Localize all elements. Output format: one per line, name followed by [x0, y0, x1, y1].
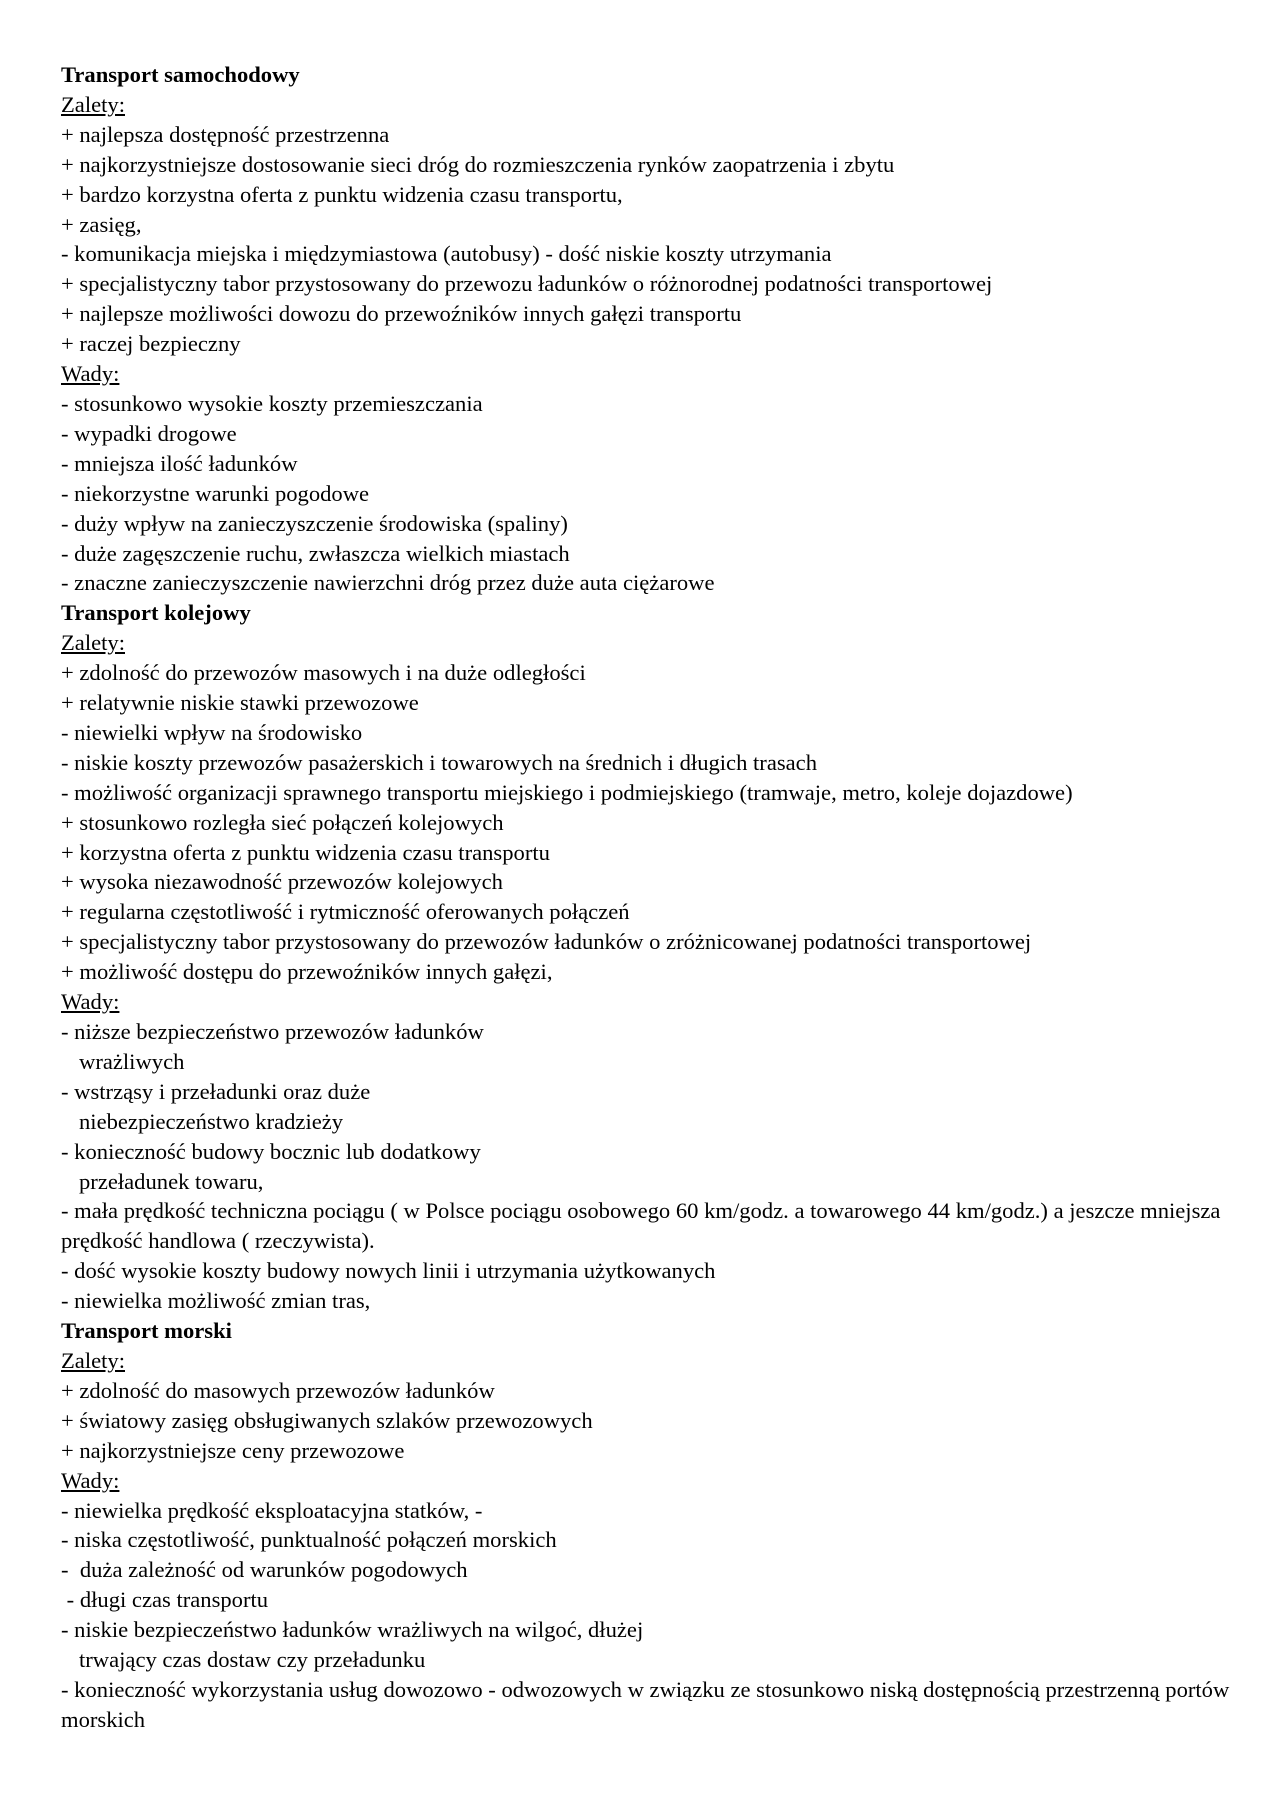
list-item: + zdolność do masowych przewozów ładunków: [61, 1377, 495, 1403]
list-item: + najkorzystniejsze ceny przewozowe: [61, 1437, 405, 1463]
list-item-continuation: przeładunek towaru,: [79, 1168, 264, 1194]
section-title: Transport morski: [61, 1318, 232, 1344]
list-item: - duża zależność od warunków pogodowych: [61, 1557, 468, 1583]
list-item: + specjalistyczny tabor przystosowany do przewozu ładunków o różnorodnej podatności transportowej: [61, 271, 993, 297]
list-item: + korzystna oferta z punktu widzenia czasu transportu: [61, 839, 550, 865]
list-item: - wstrząsy i przeładunki oraz duże: [61, 1078, 371, 1104]
list-item: + najlepsze możliwości dowozu do przewoźników innych gałęzi transportu: [61, 301, 742, 327]
list-item: - długi czas transportu: [61, 1587, 269, 1613]
list-item: - mniejsza ilość ładunków: [61, 450, 298, 476]
list-item: - niska częstotliwość, punktualność połączeń morskich: [61, 1527, 557, 1553]
list-item: - duży wpływ na zanieczyszczenie środowiska (spaliny): [61, 510, 568, 536]
list-item: + możliwość dostępu do przewoźników innych gałęzi,: [61, 959, 553, 985]
list-item: + wysoka niezawodność przewozów kolejowych: [61, 869, 503, 895]
list-item: - możliwość organizacji sprawnego transportu miejskiego i podmiejskiego (tramwaje, metro, koleje dojazdowe): [61, 779, 1073, 805]
cons-label: Wady:: [61, 989, 120, 1015]
list-item: - konieczność wykorzystania usług dowozowo - odwozowych w związku ze stosunkowo niską dostępnością przestrzenną portów morskich: [61, 1676, 1230, 1732]
list-item: - dość wysokie koszty budowy nowych linii i utrzymania użytkowanych: [61, 1258, 716, 1284]
list-item: + światowy zasięg obsługiwanych szlaków przewozowych: [61, 1407, 593, 1433]
pros-label: Zalety:: [61, 91, 125, 117]
list-item: + stosunkowo rozległa sieć połączeń kolejowych: [61, 809, 504, 835]
list-item: - stosunkowo wysokie koszty przemieszczania: [61, 390, 483, 416]
section-title: Transport samochodowy: [61, 62, 300, 87]
list-item: - niższe bezpieczeństwo przewozów ładunków: [61, 1019, 484, 1044]
list-item: - niskie bezpieczeństwo ładunków wrażliwych na wilgoć, dłużej: [61, 1617, 644, 1643]
list-item: - mała prędkość techniczna pociągu ( w Polsce pociągu osobowego 60 km/godz. a towarowego 44 km/godz.) a jeszcze mniejsza prędkość handlowa ( rzeczywista).: [61, 1198, 1221, 1254]
list-item: + relatywnie niskie stawki przewozowe: [61, 690, 419, 716]
cons-label: Wady:: [61, 361, 120, 387]
list-item: - wypadki drogowe: [61, 420, 237, 446]
list-item: - konieczność budowy bocznic lub dodatkowy: [61, 1138, 481, 1164]
list-item: + zasięg,: [61, 211, 142, 237]
list-item: - niskie koszty przewozów pasażerskich i towarowych na średnich i długich trasach: [61, 749, 818, 775]
list-item: + zdolność do przewozów masowych i na duże odległości: [61, 660, 586, 686]
pros-label: Zalety:: [61, 1347, 125, 1373]
list-item: + specjalistyczny tabor przystosowany do przewozów ładunków o zróżnicowanej podatności transportowej: [61, 929, 1032, 955]
list-item-continuation: trwający czas dostaw czy przeładunku: [79, 1647, 426, 1673]
list-item: + raczej bezpieczny: [61, 331, 241, 357]
list-item: - niewielka prędkość eksploatacyjna statków, -: [61, 1497, 483, 1523]
list-item: + regularna częstotliwość i rytmiczność oferowanych połączeń: [61, 899, 630, 925]
list-item: + najkorzystniejsze dostosowanie sieci dróg do rozmieszczenia rynków zaopatrzenia i zbytu: [61, 151, 895, 177]
list-item-continuation: niebezpieczeństwo kradzieży: [79, 1108, 344, 1134]
section-title: Transport kolejowy: [61, 600, 251, 626]
list-item-continuation: wrażliwych: [79, 1048, 185, 1074]
list-item: - znaczne zanieczyszczenie nawierzchni dróg przez duże auta ciężarowe: [61, 570, 715, 596]
cons-label: Wady:: [61, 1467, 120, 1493]
list-item: + najlepsza dostępność przestrzenna: [61, 121, 390, 147]
document-page: [61, 60, 1231, 1735]
list-item: - niekorzystne warunki pogodowe: [61, 480, 370, 506]
list-item: - niewielki wpływ na środowisko: [61, 719, 363, 745]
list-item: - komunikacja miejska i międzymiastowa (autobusy) - dość niskie koszty utrzymania: [61, 241, 832, 267]
list-item: - duże zagęszczenie ruchu, zwłaszcza wielkich miastach: [61, 540, 570, 566]
list-item: - niewielka możliwość zmian tras,: [61, 1288, 371, 1314]
list-item: + bardzo korzystna oferta z punktu widzenia czasu transportu,: [61, 181, 623, 207]
pros-label: Zalety:: [61, 630, 125, 656]
